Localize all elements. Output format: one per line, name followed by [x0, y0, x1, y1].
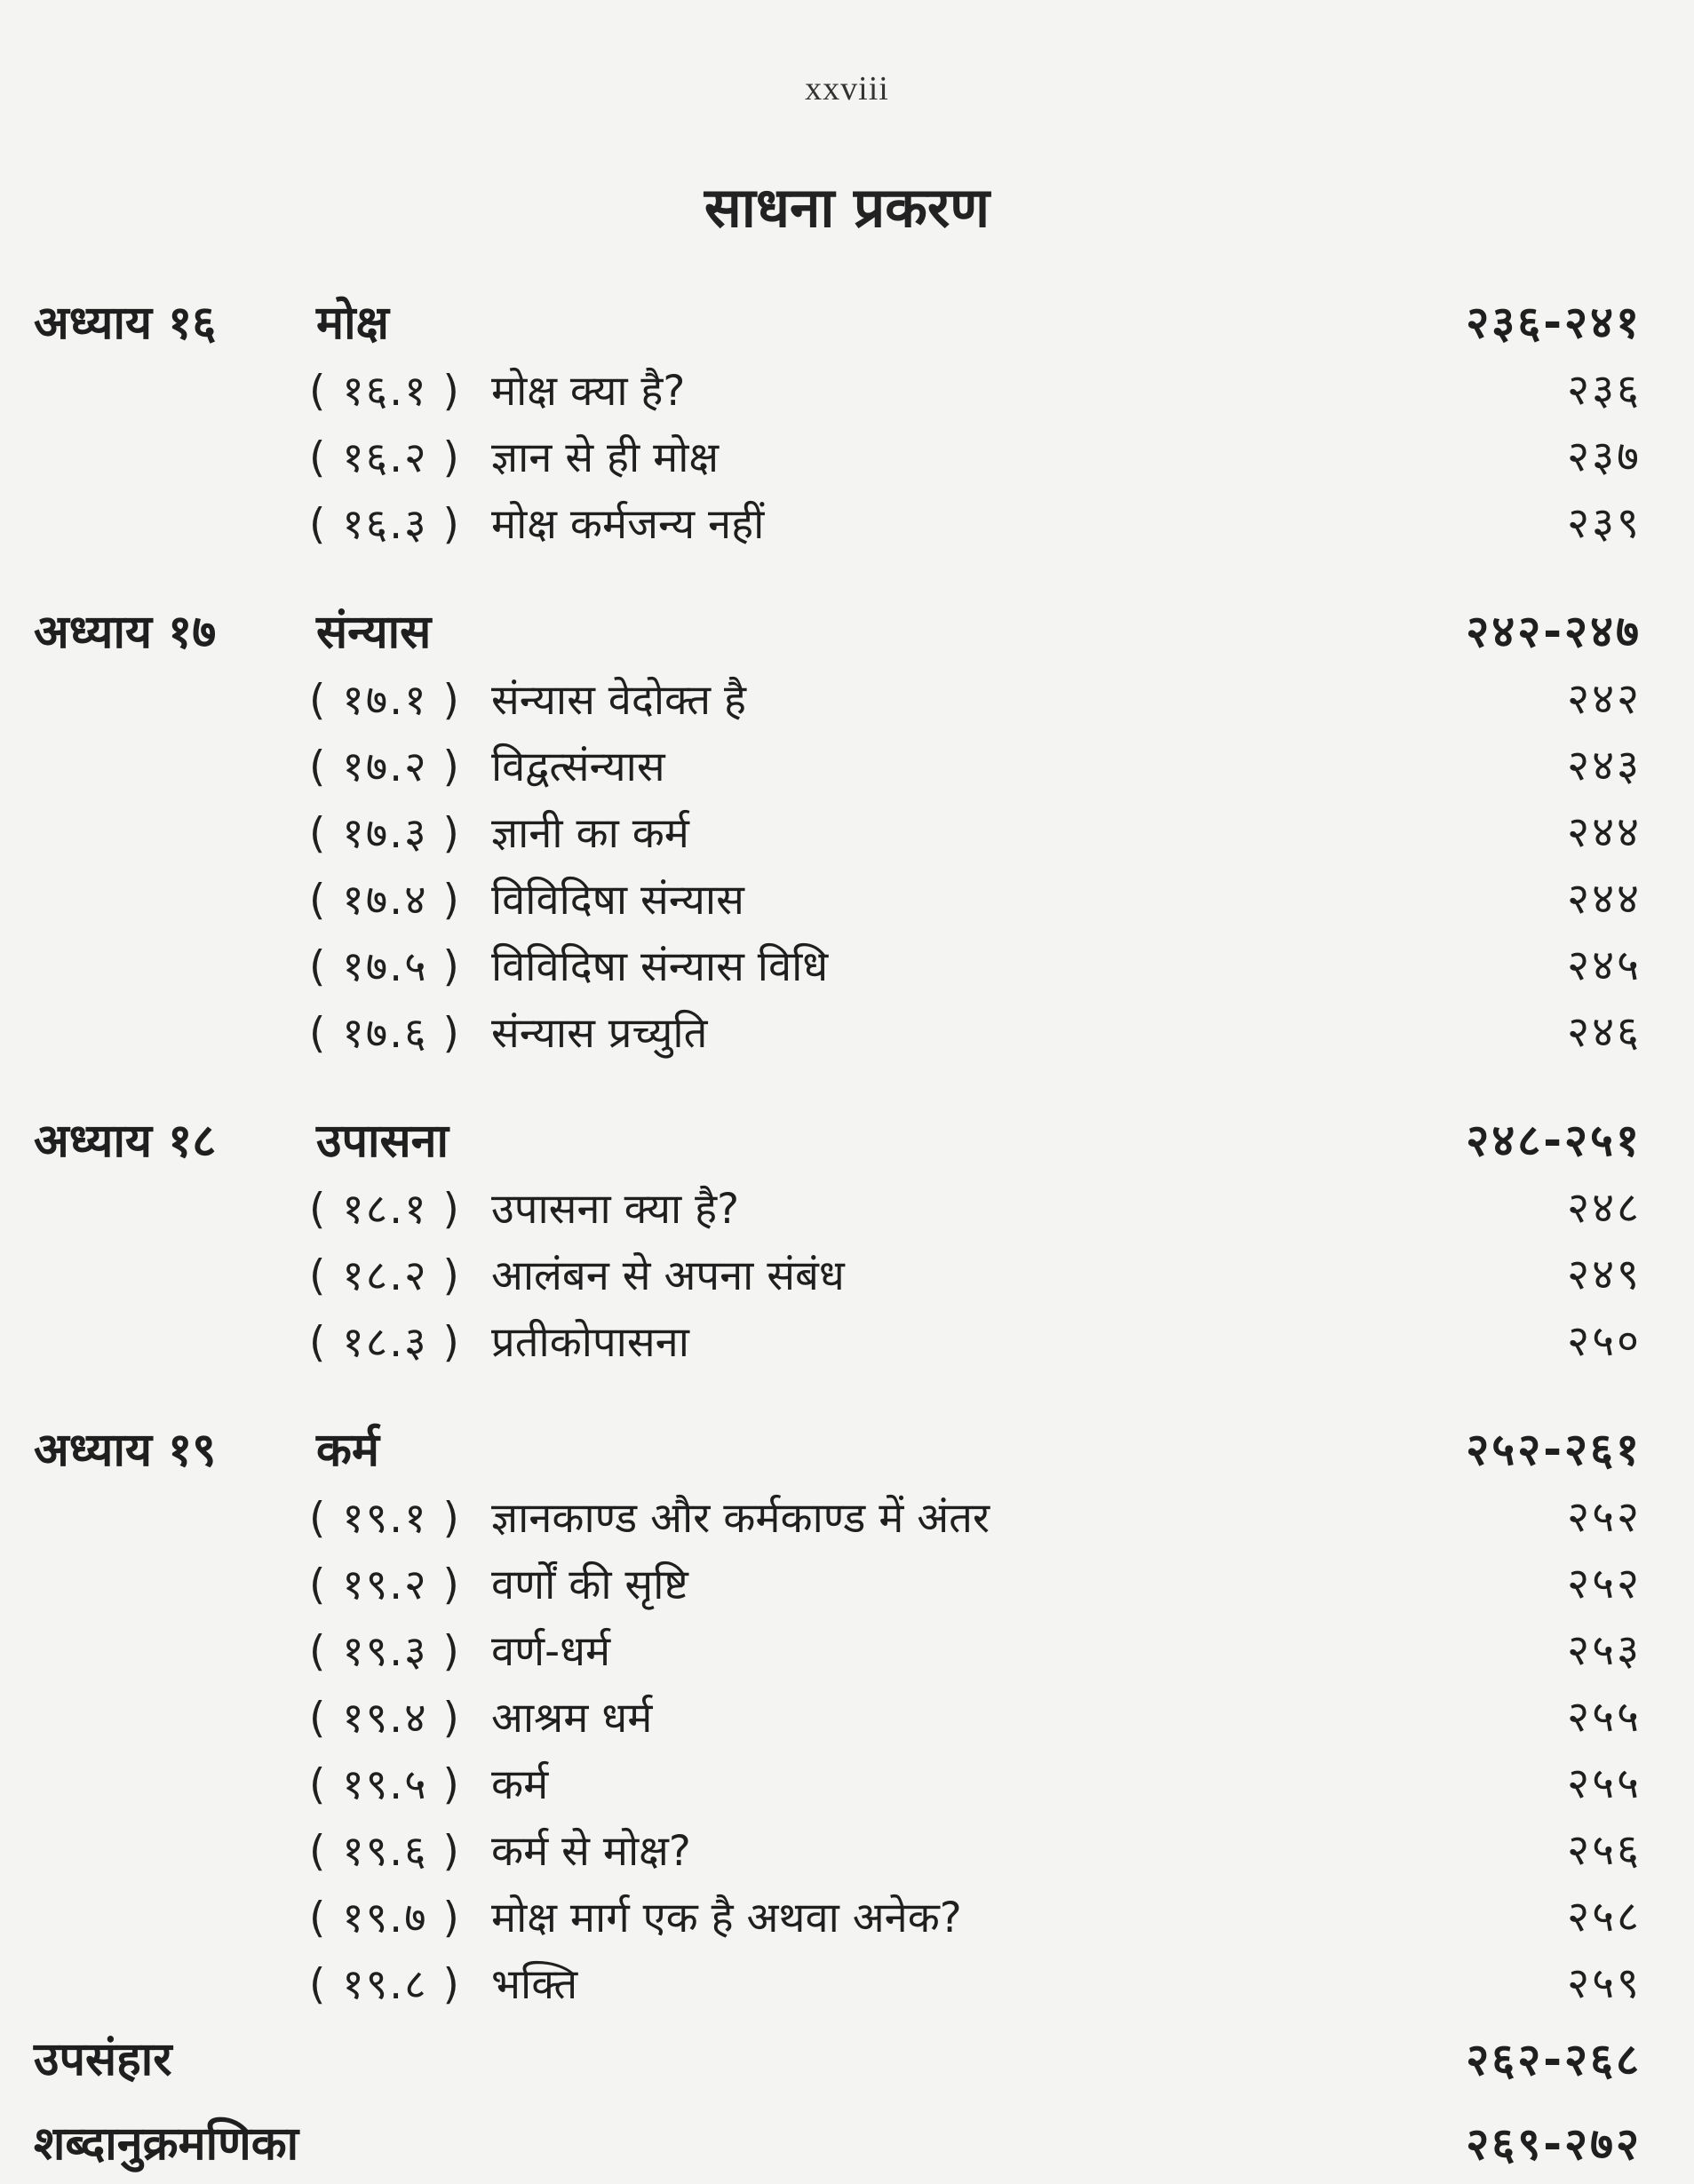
section-row: [34, 1882, 1642, 1949]
section-number: ( १७.१ ): [309, 675, 461, 725]
section-page: २५५: [1567, 1692, 1642, 1742]
section-number: ( १६.३ ): [309, 499, 461, 549]
section-row: [34, 1549, 1642, 1616]
section-title: संन्यास वेदोक्त है: [491, 675, 746, 725]
section-row: [34, 1815, 1642, 1882]
section-row: [34, 864, 1642, 931]
back-matter-row: [34, 2015, 1642, 2100]
section-number: ( १९.५ ): [309, 1759, 461, 1809]
section-row: [34, 997, 1642, 1064]
section-page: २५३: [1567, 1625, 1642, 1675]
section-row: [34, 731, 1642, 798]
chapter-17: [34, 595, 1642, 1064]
section-title: ज्ञानकाण्ड और कर्मकाण्ड में अंतर: [491, 1493, 990, 1543]
back-matter-title: शब्दानुक्रमणिका: [34, 2117, 299, 2171]
section-page: २४४: [1567, 874, 1642, 924]
back-matter: [34, 2015, 1642, 2184]
section-page: २५५: [1567, 1759, 1642, 1808]
section-page: २४५: [1567, 941, 1642, 990]
section-number: ( १९.८ ): [309, 1959, 461, 2009]
section-page: २३९: [1567, 498, 1642, 548]
section-number: ( १७.५ ): [309, 941, 461, 991]
section-title: साधना प्रकरण: [704, 175, 990, 240]
section-row: [34, 355, 1642, 422]
section-row: [34, 1949, 1642, 2015]
section-page: २४२: [1567, 674, 1642, 724]
chapter-heading: [34, 286, 1642, 355]
section-number: ( १९.४ ): [309, 1693, 461, 1743]
back-matter-pages: २६९-२७२: [1466, 2117, 1642, 2170]
section-title: आलंबन से अपना संबंध: [491, 1251, 845, 1300]
section-row: [34, 664, 1642, 731]
chapter-title: संन्यास: [316, 605, 432, 659]
chapter-label: अध्याय १८: [34, 1114, 217, 1168]
section-title: कर्म: [491, 1759, 549, 1809]
section-number: ( १८.३ ): [309, 1317, 461, 1367]
section-number: ( १७.३ ): [309, 808, 461, 858]
section-page: २५६: [1567, 1825, 1642, 1875]
section-title: विविदिषा संन्यास: [491, 875, 744, 925]
chapter-heading: [34, 595, 1642, 664]
section-row: [34, 1240, 1642, 1306]
chapter-heading: [34, 1104, 1642, 1173]
section-row: [34, 1482, 1642, 1549]
section-title: उपासना क्या है?: [491, 1184, 740, 1234]
chapter-19: [34, 1413, 1642, 2015]
section-title: विद्वत्संन्यास: [491, 742, 665, 791]
section-title: ज्ञानी का कर्म: [491, 808, 689, 858]
chapter-label: अध्याय १७: [34, 605, 217, 659]
chapter-page-range: २४८-२५१: [1466, 1115, 1642, 1166]
section-title: मोक्ष मार्ग एक है अथवा अनेक?: [491, 1893, 962, 1942]
section-title: विविदिषा संन्यास विधि: [491, 941, 829, 991]
section-number: ( १७.४ ): [309, 875, 461, 925]
table-of-contents: [34, 286, 1642, 2184]
section-number: ( १८.२ ): [309, 1251, 461, 1300]
section-row: [34, 1682, 1642, 1749]
section-number: ( १७.६ ): [309, 1008, 461, 1058]
section-page: २५२: [1567, 1559, 1642, 1608]
section-row: [34, 1306, 1642, 1373]
section-row: [34, 798, 1642, 864]
section-title: भक्ति: [491, 1959, 578, 2009]
section-title: ज्ञान से ही मोक्ष: [491, 433, 720, 482]
section-number: ( १८.१ ): [309, 1184, 461, 1234]
section-row: [34, 1749, 1642, 1815]
section-number: ( १९.६ ): [309, 1826, 461, 1876]
section-number: ( १९.७ ): [309, 1893, 461, 1942]
section-number: ( १९.३ ): [309, 1626, 461, 1676]
back-matter-row: [34, 2100, 1642, 2184]
section-title: संन्यास प्रच्युति: [491, 1008, 708, 1058]
section-row: [34, 488, 1642, 555]
section-title: मोक्ष कर्मजन्य नहीं: [491, 499, 765, 549]
chapter-heading: [34, 1413, 1642, 1482]
chapter-label: अध्याय १६: [34, 296, 217, 350]
section-page: २४३: [1567, 741, 1642, 790]
section-title: कर्म से मोक्ष?: [491, 1826, 691, 1876]
section-page: २५९: [1567, 1958, 1642, 2008]
back-matter-pages: २६२-२६८: [1466, 2033, 1642, 2085]
chapter-16: [34, 286, 1642, 555]
section-page: २४९: [1567, 1250, 1642, 1299]
section-number: ( १७.२ ): [309, 742, 461, 791]
section-title: वर्ण-धर्म: [491, 1626, 611, 1676]
section-page: २४८: [1567, 1183, 1642, 1233]
section-title: वर्णों की सृष्टि: [491, 1560, 688, 1609]
chapter-page-range: २४२-२४७: [1466, 606, 1642, 657]
chapter-18: [34, 1104, 1642, 1373]
section-number: ( १६.२ ): [309, 433, 461, 482]
section-number: ( १९.२ ): [309, 1560, 461, 1609]
section-number: ( १९.१ ): [309, 1493, 461, 1543]
section-page: २३६: [1567, 365, 1642, 415]
page-number: xxviii: [805, 70, 889, 107]
section-row: [34, 1616, 1642, 1682]
chapter-label: अध्याय १९: [34, 1423, 217, 1477]
chapter-title: मोक्ष: [316, 296, 389, 350]
section-page: २५८: [1567, 1892, 1642, 1942]
section-page: २३७: [1567, 432, 1642, 481]
section-row: [34, 931, 1642, 997]
section-page: २५२: [1567, 1492, 1642, 1542]
section-title: आश्रम धर्म: [491, 1693, 653, 1743]
section-page: २५०: [1567, 1316, 1642, 1366]
section-title: प्रतीकोपासना: [491, 1317, 689, 1367]
section-row: [34, 422, 1642, 488]
back-matter-title: उपसंहार: [34, 2033, 172, 2086]
chapter-title: उपासना: [316, 1114, 449, 1168]
section-row: [34, 1173, 1642, 1240]
chapter-page-range: २५२-२६१: [1466, 1424, 1642, 1475]
section-page: २४४: [1567, 807, 1642, 857]
section-number: ( १६.१ ): [309, 366, 461, 416]
chapter-title: कर्म: [316, 1423, 380, 1477]
section-title: मोक्ष क्या है?: [491, 366, 686, 416]
chapter-page-range: २३६-२४१: [1466, 297, 1642, 348]
section-page: २४६: [1567, 1007, 1642, 1057]
